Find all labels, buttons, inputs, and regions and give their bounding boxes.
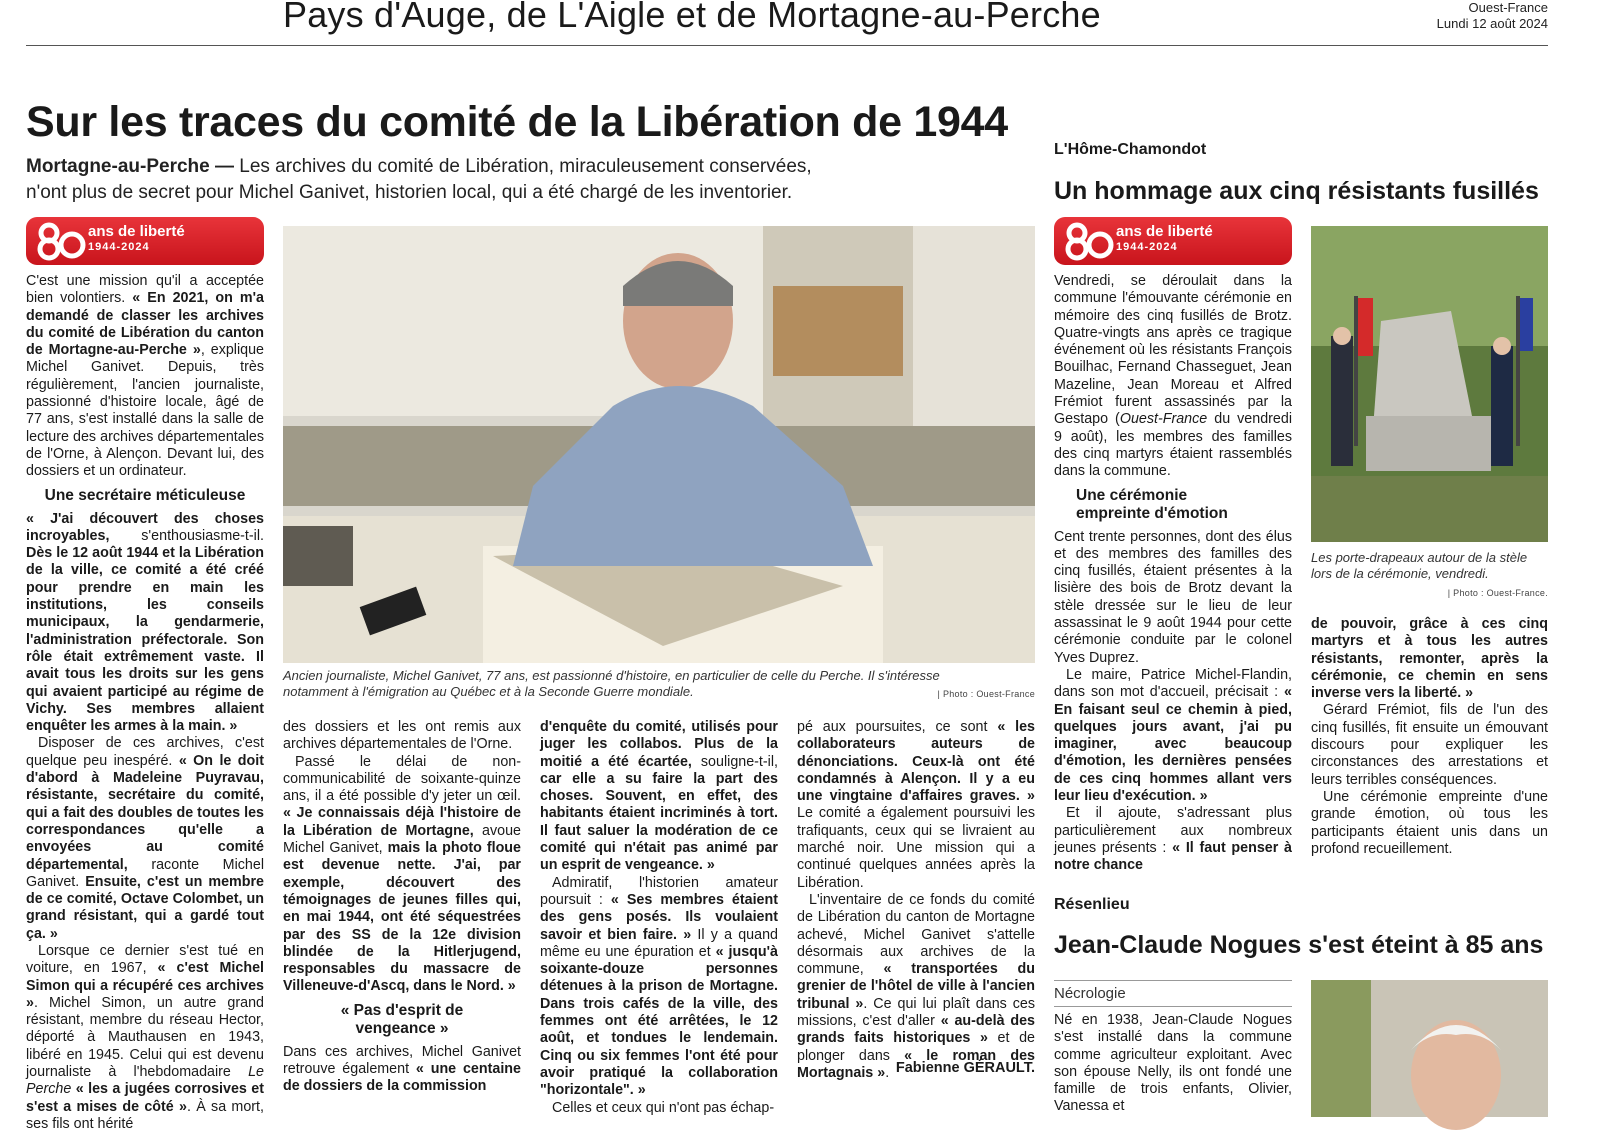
page-region-title: Pays d'Auge, de L'Aigle et de Mortagne-au-Perche [283,0,1101,35]
main-photo [283,226,1035,663]
main-photo-caption: Ancien journaliste, Michel Ganivet, 77 ans, est passionné d'histoire, en particulier de celle du Perche. Il s'intéresse notamment à l'émigration au Québec et à la Seconde Guerre mondiale. [283,668,940,699]
banner-title: ans de liberté [1116,223,1213,240]
side1-column-2: de pouvoir, grâce à ces cinq martyrs et à tous les autres résistants, remonter, après la cérémonie, ce chemin en sens inverse vers la liberté. » Gérard Frémiot, fils de l'un des cinq fusillés, fit ensuite un émouvant discours pour expliquer les circonstances des arrestations et leurs terribles conséquences. Une cérémonie empreinte d'une grande émotion, où tous les participants étaient unis dans un profond recueillement. [1311,616,1548,857]
side1-column-1: Vendredi, se déroulait dans la commune l'émouvante cérémonie en mémoire des cinq fusillés de Brotz. Quatre-vingts ans après ce tragique événement où les résistants François Bouilhac, Fernand Chasseguet, Jean Mazeline, Jean Moreau et Alfred Frémiot furent assassinés par la Gestapo (Ouest-France du vendredi 9 août), les membres des familles des cinq martyrs étaient rassemblés dans la commune. Une cérémonie empreinte d'émotion Cent trente personnes, dont des élus et des membres des familles des cinq fusillés, étaient présentes à la lisière des bois de Brotz devant la stèle dressée sur le lieu de leur assassinat le 9 août 1944 pour cette cérémonie conduite par le colonel Yves Duprez. Le maire, Patrice Michel-Flandin, dans son mot d'accueil, précisait : « En faisant seul ce chemin à pied, quelques jours avant, j'ai pu imaginer, avec beaucoup d'émotion, les dernières pensées de ces cinq hommes allant vers leur lieu d'exécution. » Et il ajoute, s'adressant plus particulièrement aux nombreux jeunes présents : « Il faut penser à notre chance [1054,273,1293,874]
archivist-photo [283,226,1035,663]
side2-section-rule-bottom [1054,1006,1292,1007]
side1-subhead: Une cérémonie empreinte d'émotion [1076,486,1228,522]
side2-location: Résenlieu [1054,896,1130,913]
author-signature: Fabienne GÉRAULT. [895,1060,1035,1076]
banner-years: 1944-2024 [1116,241,1178,253]
header-rule [26,45,1548,46]
side1-headline: Un hommage aux cinq résistants fusillés [1054,177,1539,205]
main-chapo [26,154,846,206]
newspaper-name: Ouest-France [1468,0,1548,15]
banner-title: ans de liberté [88,223,185,240]
memorial-photo [1311,226,1548,542]
issue-date: Lundi 12 août 2024 [1436,16,1548,31]
side2-paragraph: Né en 1938, Jean-Claude Nogues s'est installé dans la commune comme agriculteur exploitant. Avec son épouse Nelly, ils ont fondé une famille de trois enfants, Olivier, Vanessa et [1054,1012,1292,1115]
article-column-3: d'enquête du comité, utilisés pour juger les collabos. Plus de la moitié a été écartée, souligne-t-il, car elle a su faire la part des choses. Souvent, en effet, des habitants étaient incriminés à tort. Il faut saluer la modération de ce comité qui n'était pas animé par un esprit de vengeance. » Admiratif, l'historien amateur poursuit : « Ses membres étaient des gens posés. Ils voulaient savoir et bien faire. » Il y a quand même eu une épuration et « jusqu'à soixante-douze personnes détenues à la prison de Mortagne. Dans trois cafés de la ville, des femmes ont été arrêtées, le 12 août, et tondues le lendemain. Cinq ou six femmes l'ont été pour avoir pratiqué la collaboration "horizontale". » Celles et ceux qui n'ont pas échap- [540,719,779,1116]
side2-section-label: Nécrologie [1054,985,1126,1002]
side1-photo [1311,226,1548,542]
main-photo-credit: | Photo : Ouest-France [937,689,1035,699]
article-column-1: C'est une mission qu'il a acceptée bien volontiers. « En 2021, on m'a demandé de classer les archives du comité de Libération du canton de Mortagne-au-Perche », explique Michel Ganivet. Depuis, très régulièrement, l'ancien journaliste, passionné d'histoire locale, âgé de 77 ans, s'est installé dans la salle de lecture des archives départementales de l'Orne, à Alençon. Devant lui, des dossiers et un ordinateur. Une secrétaire méticuleuse « J'ai découvert des choses incroyables, s'enthousiasme-t-il. Dès le 12 août 1944 et la Libération de la ville, ce comité a été créé pour prendre en main les institutions, les conseils municipaux, la gendarmerie, l'administration préfectorale. Son rôle était extrêmement vaste. Il avait tous les droits sur les gens qui avaient participé au régime de Vichy. Ses membres allaient enquêter les armes à la main. » Disposer de ces archives, c'est quelque peu inespéré. « On le doit d'abord à Madeleine Puyravau, résistante, secrétaire du comité, qui a fait des doubles de toutes les correspondances qu'elle a envoyées au comité départemental, raconte Michel Ganivet. Ensuite, c'est un membre de ce comité, Octave Colombet, un grand résistant, qui a gardé tout ça. » Lorsque ce dernier s'est tué en voiture, en 1967, « c'est Michel Simon qui a récupéré ces archives ». Michel Simon, un autre grand résistant, membre du réseau Hector, déporté à Mauthausen en 1943, libéré en 1945. Celui qui est devenu journaliste à l'hebdomadaire Le Perche « les a jugées corrosives et s'est a mises de côté ». À sa mort, ses fils ont hérité [26,273,265,1132]
main-headline: Sur les traces du comité de la Libération de 1944 [26,98,1008,146]
side1-photo-caption: Les porte-drapeaux autour de la stèle lors de la cérémonie, vendredi. [1311,550,1528,581]
dateline: Mortagne-au-Perche — [26,156,234,177]
side2-photo [1311,980,1548,1117]
side2-section-rule [1054,980,1292,981]
side1-location: L'Hôme-Chamondot [1054,141,1207,158]
side2-headline: Jean-Claude Nogues s'est éteint à 85 ans [1054,931,1544,959]
side2-text [1054,1012,1292,1116]
article-column-2: des dossiers et les ont remis aux archives départementales de l'Orne. Passé le délai de non-communicabilité de soixante-quinze ans, il a été possible d'y jeter un œil. « Je connaissais déjà l'histoire de la Libération de Mortagne, avoue Michel Ganivet, mais la photo floue est devenue nette. J'ai, par exemple, découvert des témoignages de jeunes filles qui, en mai 1944, ont été séquestrées par des SS de la 12e division blindée de la Hitlerjugend, responsables du massacre de Villeneuve-d'Ascq, dans le Nord. » « Pas d'esprit de vengeance » Dans ces archives, Michel Ganivet retrouve également « une centaine de dossiers de la commission [283,719,521,1095]
subhead-vengeance: « Pas d'esprit de vengeance » [340,1001,464,1037]
banner-years: 1944-2024 [88,241,150,253]
portrait-photo [1311,980,1548,1117]
chapo-text: Les archives du comité de Libération, miraculeusement conservées, n'ont plus de secret pour Michel Ganivet, historien local, qui a été chargé de les inventorier. [26,156,812,203]
eighty-logo-icon [34,221,86,261]
eighty-logo-icon [1062,221,1114,261]
anniversary-banner [26,217,264,265]
subhead-secretary: Une secrétaire méticuleuse [44,486,246,504]
side1-photo-credit: | Photo : Ouest-France. [1447,588,1548,598]
side1-anniversary-banner [1054,217,1292,265]
article-column-4: pé aux poursuites, ce sont « les collaborateurs auteurs de dénonciations. Ceux-là ont été condamnés à Alençon. Il y a eu une vingtaine d'affaires graves. » Le comité a également poursuivi les trafiquants, ceux qui se livraient au marché noir. Une mission qui a continué quelques années après la Libération. L'inventaire de ce fonds du comité de Libération du canton de Mortagne achevé, Michel Ganivet s'attelle désormais aux archives de la commune, « transportées du grenier de l'hôtel de ville à l'ancien tribunal ». Ce qui lui plaît dans ces missions, c'est d'aller « au-delà des grands faits historiques » et de plonger dans « le roman des Mortagnais ». [797,719,1036,1081]
